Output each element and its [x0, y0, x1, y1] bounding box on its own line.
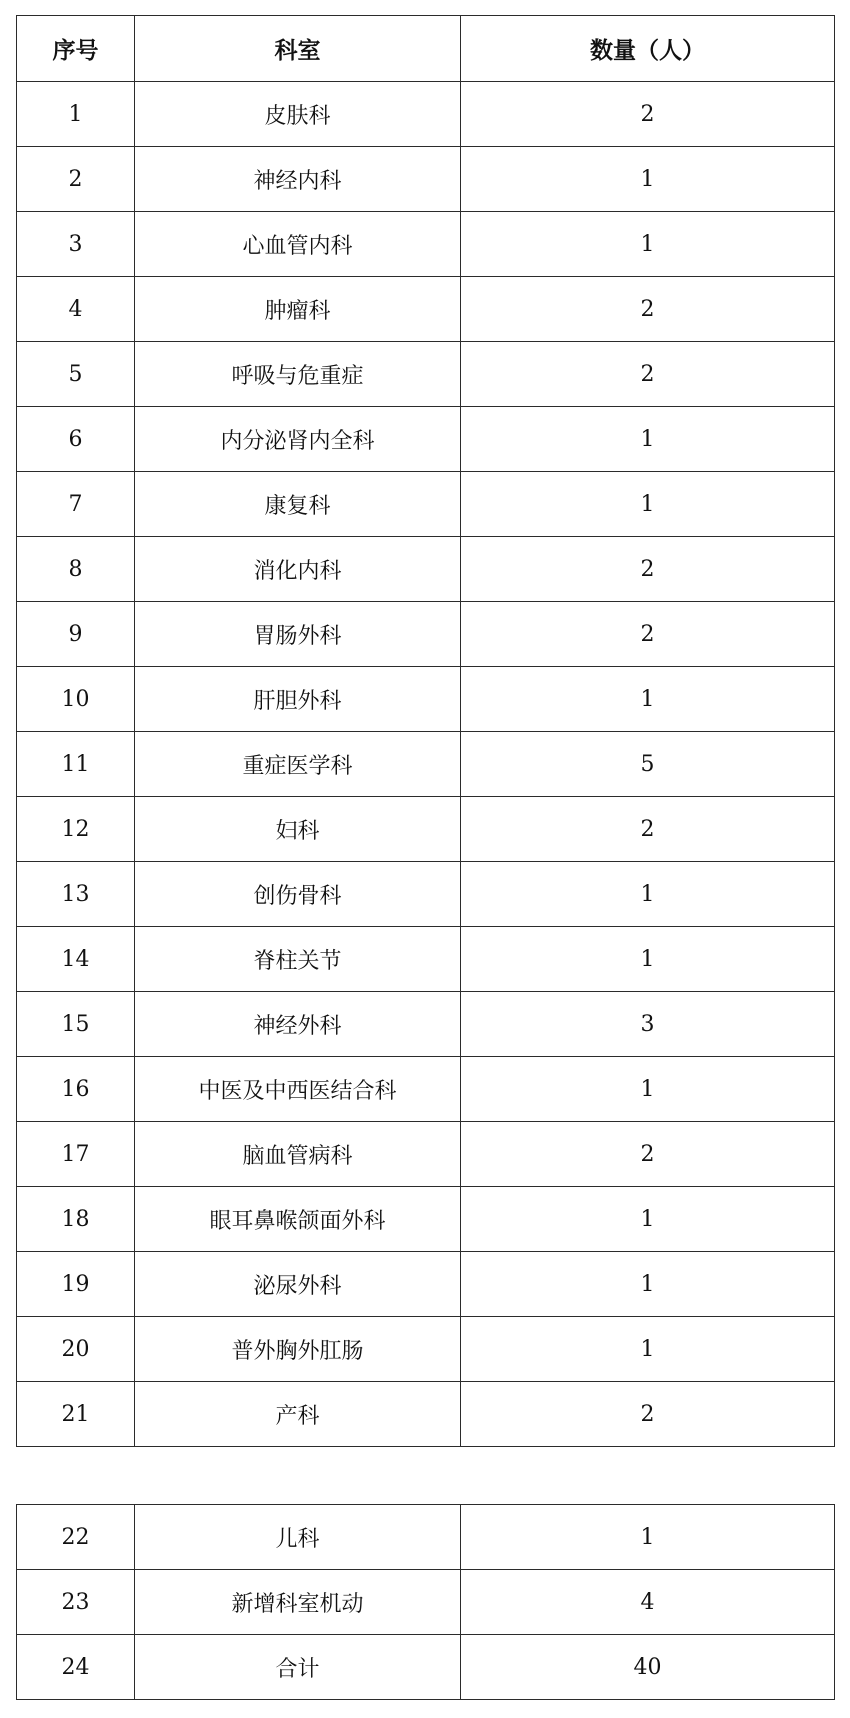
table-row: [17, 342, 835, 407]
row-serial-number: 7: [17, 472, 135, 537]
table-row: [17, 667, 835, 732]
row-staff-quantity: 1: [461, 407, 835, 472]
row-department-name: 康复科: [135, 472, 461, 537]
header-serial-number: 序号: [17, 16, 135, 82]
row-staff-quantity: 2: [461, 797, 835, 862]
row-serial-number: 1: [17, 82, 135, 147]
department-staff-table-continued: [16, 1504, 835, 1700]
table-row: [17, 472, 835, 537]
table-row: [17, 277, 835, 342]
row-department-name: 脊柱关节: [135, 927, 461, 992]
row-staff-quantity: 5: [461, 732, 835, 797]
row-serial-number: 15: [17, 992, 135, 1057]
table-row: [17, 1252, 835, 1317]
table-row: [17, 212, 835, 277]
row-serial-number: 8: [17, 537, 135, 602]
row-department-name: 中医及中西医结合科: [135, 1057, 461, 1122]
table-row: [17, 797, 835, 862]
table-row: [17, 82, 835, 147]
row-department-name: 眼耳鼻喉颌面外科: [135, 1187, 461, 1252]
row-serial-number: 21: [17, 1382, 135, 1447]
row-staff-quantity: 1: [461, 212, 835, 277]
row-staff-quantity: 1: [461, 472, 835, 537]
row-staff-quantity: 2: [461, 277, 835, 342]
table-row: [17, 1187, 835, 1252]
row-serial-number: 24: [17, 1635, 135, 1700]
row-department-name: 脑血管病科: [135, 1122, 461, 1187]
table-row: [17, 147, 835, 212]
row-staff-quantity: 1: [461, 1057, 835, 1122]
row-serial-number: 13: [17, 862, 135, 927]
row-serial-number: 16: [17, 1057, 135, 1122]
row-serial-number: 14: [17, 927, 135, 992]
table-row: [17, 1317, 835, 1382]
row-serial-number: 20: [17, 1317, 135, 1382]
table-row: [17, 1505, 835, 1570]
row-department-name: 新增科室机动: [135, 1570, 461, 1635]
row-serial-number: 22: [17, 1505, 135, 1570]
table-row: [17, 1570, 835, 1635]
table-row: [17, 992, 835, 1057]
row-department-name: 消化内科: [135, 537, 461, 602]
row-serial-number: 10: [17, 667, 135, 732]
row-department-name: 内分泌肾内全科: [135, 407, 461, 472]
row-serial-number: 11: [17, 732, 135, 797]
row-staff-quantity: 3: [461, 992, 835, 1057]
table-row: [17, 1635, 835, 1700]
row-staff-quantity: 1: [461, 147, 835, 212]
row-staff-quantity: 1: [461, 1187, 835, 1252]
row-serial-number: 4: [17, 277, 135, 342]
row-staff-quantity: 1: [461, 1317, 835, 1382]
row-staff-quantity: 1: [461, 927, 835, 992]
row-department-name: 肿瘤科: [135, 277, 461, 342]
row-department-name: 重症医学科: [135, 732, 461, 797]
department-staff-table: [16, 15, 835, 1447]
row-staff-quantity: 1: [461, 1505, 835, 1570]
header-quantity: 数量（人）: [461, 16, 835, 82]
row-department-name: 儿科: [135, 1505, 461, 1570]
row-department-name: 胃肠外科: [135, 602, 461, 667]
row-department-name: 心血管内科: [135, 212, 461, 277]
row-department-name: 普外胸外肛肠: [135, 1317, 461, 1382]
row-department-name: 神经外科: [135, 992, 461, 1057]
row-department-name: 产科: [135, 1382, 461, 1447]
table-row: [17, 1122, 835, 1187]
row-staff-quantity: 2: [461, 537, 835, 602]
row-serial-number: 18: [17, 1187, 135, 1252]
table-row: [17, 537, 835, 602]
row-serial-number: 9: [17, 602, 135, 667]
row-staff-quantity: 2: [461, 1122, 835, 1187]
row-serial-number: 17: [17, 1122, 135, 1187]
table-row: [17, 732, 835, 797]
table-row: [17, 927, 835, 992]
row-department-name: 皮肤科: [135, 82, 461, 147]
row-staff-quantity: 1: [461, 1252, 835, 1317]
table-header-row: [17, 16, 835, 82]
row-staff-quantity: 2: [461, 342, 835, 407]
table-row: [17, 1057, 835, 1122]
row-staff-quantity: 1: [461, 667, 835, 732]
row-department-name: 创伤骨科: [135, 862, 461, 927]
row-serial-number: 12: [17, 797, 135, 862]
table-row: [17, 1382, 835, 1447]
row-staff-quantity: 40: [461, 1635, 835, 1700]
row-department-name: 合计: [135, 1635, 461, 1700]
row-serial-number: 3: [17, 212, 135, 277]
row-department-name: 呼吸与危重症: [135, 342, 461, 407]
row-department-name: 肝胆外科: [135, 667, 461, 732]
row-department-name: 妇科: [135, 797, 461, 862]
row-staff-quantity: 4: [461, 1570, 835, 1635]
row-serial-number: 5: [17, 342, 135, 407]
row-serial-number: 23: [17, 1570, 135, 1635]
table-row: [17, 862, 835, 927]
row-staff-quantity: 2: [461, 602, 835, 667]
header-department: 科室: [135, 16, 461, 82]
table-row: [17, 407, 835, 472]
row-staff-quantity: 1: [461, 862, 835, 927]
row-serial-number: 6: [17, 407, 135, 472]
row-department-name: 神经内科: [135, 147, 461, 212]
row-department-name: 泌尿外科: [135, 1252, 461, 1317]
row-serial-number: 19: [17, 1252, 135, 1317]
row-serial-number: 2: [17, 147, 135, 212]
table-row: [17, 602, 835, 667]
row-staff-quantity: 2: [461, 82, 835, 147]
row-staff-quantity: 2: [461, 1382, 835, 1447]
